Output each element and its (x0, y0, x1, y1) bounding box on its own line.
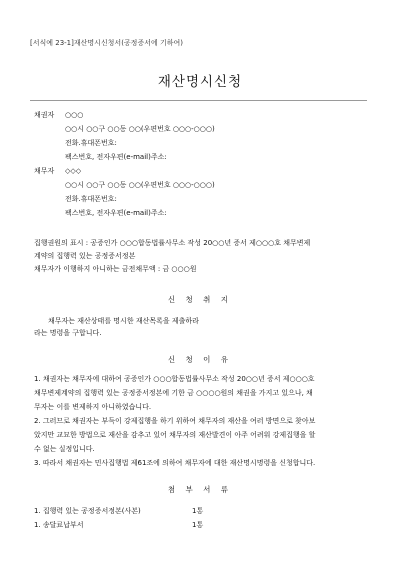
execution-title-line1: 집행권원의 표시 : 공증인가 ○○○합동법률사무소 작성 20○○년 증서 제○○○호 채무변제 (34, 239, 311, 247)
attachment-item: 1. 송달료납부서 (34, 521, 84, 529)
document-title: 재산명시신청 (157, 74, 243, 90)
purpose-line1: 채무자는 재산상태를 명시한 재산목록을 제출하라 (48, 317, 199, 325)
form-label: [서식예 23-1]재산명시신청서(공정증서에 기하여) (30, 39, 183, 47)
monetary-debt-line: 채무자가 이행하지 아니하는 금전채무액 : 금 ○○○원 (34, 265, 197, 273)
creditor-fax-email: 팩스번호, 전자우편(e-mail)주소: (65, 153, 167, 161)
debtor-phone: 전화.휴대폰번호: (65, 195, 117, 203)
debtor-role: 채무자 (34, 167, 55, 175)
reason-3: 3. 따라서 채권자는 민사집행법 제61조에 의하여 채무자에 대한 재산명시명령을 신청합니다. (34, 459, 316, 467)
reason-1-line1: 1. 채권자는 채무자에 대하여 공증인가 ○○○합동법률사무소 작성 20○○년 증서 제○○○호 (34, 375, 315, 383)
reason-2-line2: 았지만 교묘한 방법으로 재산을 감추고 있어 채무자의 재산발견이 아주 어려워 강제집행을 할 (34, 431, 316, 439)
purpose-heading: 신 청 취 지 (167, 295, 233, 304)
reason-1-line3: 무자는 이를 변제하지 아니하였습니다. (34, 403, 152, 411)
title-underline (30, 100, 367, 101)
reason-2-line3: 수 없는 실정입니다. (34, 445, 95, 453)
debtor-fax-email: 팩스번호, 전자우편(e-mail)주소: (65, 209, 167, 217)
reasons-heading: 신 청 이 유 (167, 355, 233, 364)
attachments-heading: 첨 부 서 류 (167, 485, 233, 494)
attachment-item: 1. 집행력 있는 공정증서정본(사본) (34, 507, 141, 515)
creditor-name: ○○○ (65, 111, 84, 119)
execution-title-line2: 계약의 집행력 있는 공정증서정본 (34, 252, 136, 260)
attachment-count: 1통 (192, 521, 204, 529)
purpose-line2: 라는 명령을 구합니다. (34, 329, 102, 337)
creditor-address: ○○시 ○○구 ○○동 ○○(우편번호 ○○○-○○○) (65, 125, 215, 133)
reason-1-line2: 채무변제계약의 집행력 있는 공정증서정본에 기한 금 ○○○○원의 채권을 가지고 있으나, 채 (34, 389, 313, 397)
creditor-role: 채권자 (34, 111, 55, 119)
attachment-count: 1통 (192, 507, 204, 515)
reason-2-line1: 2. 그러므로 채권자는 부득이 강제집행을 하기 위하여 채무자의 재산을 여러 방면으로 찾아보 (34, 417, 316, 425)
debtor-address: ○○시 ○○구 ○○동 ○○(우편번호 ○○○-○○○) (65, 181, 215, 189)
debtor-name: ◇◇◇ (65, 167, 82, 175)
creditor-phone: 전화.휴대폰번호: (65, 139, 117, 147)
